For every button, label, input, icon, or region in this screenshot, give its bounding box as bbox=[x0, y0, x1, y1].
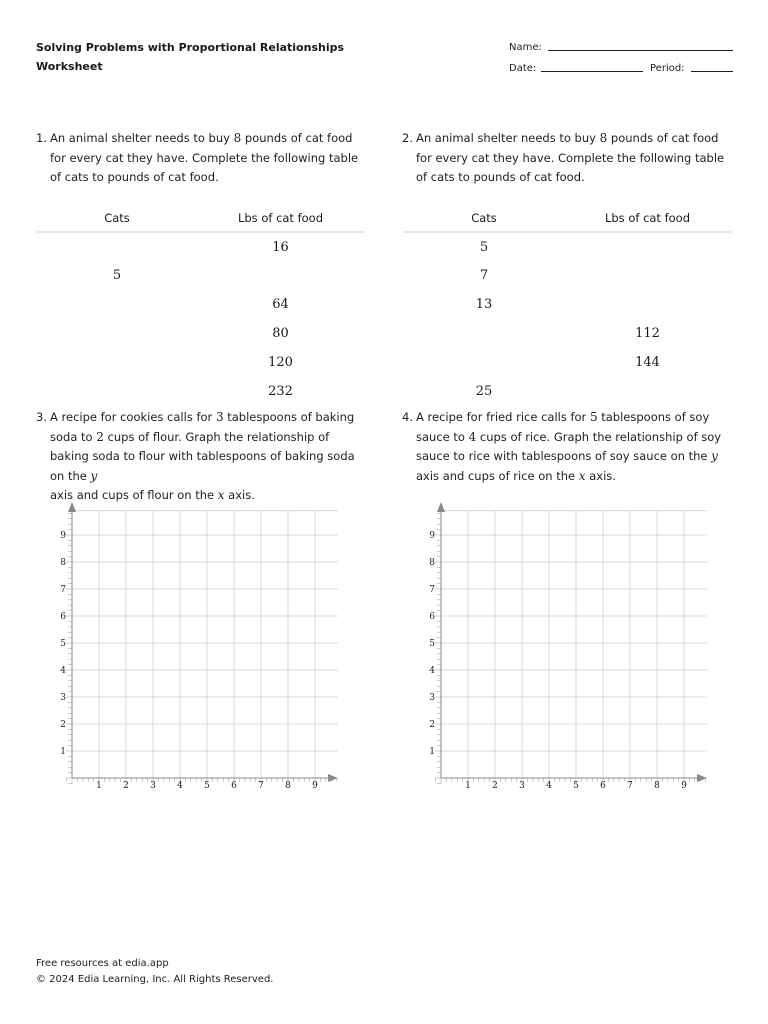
table-header-row bbox=[404, 204, 731, 232]
math-value: 3 bbox=[215, 410, 224, 424]
text-part: A recipe for cookies calls for bbox=[50, 410, 216, 424]
cats-cell: 5 bbox=[112, 268, 122, 283]
y-axis-arrow bbox=[68, 502, 76, 512]
y-tick-label: 1 bbox=[429, 747, 435, 757]
problem-4 bbox=[402, 408, 736, 486]
table-row bbox=[404, 232, 731, 261]
x-tick-label: 8 bbox=[654, 781, 660, 791]
table-header-row bbox=[37, 204, 364, 232]
lbs-cell: 64 bbox=[272, 297, 289, 312]
lbs-cell: 144 bbox=[635, 355, 660, 370]
lbs-cell[interactable] bbox=[564, 290, 731, 319]
table-row bbox=[404, 348, 731, 377]
problem-text bbox=[416, 408, 736, 486]
problem-number: 4. bbox=[402, 410, 413, 424]
y-tick-label: 5 bbox=[60, 639, 66, 649]
cats-cell: 13 bbox=[475, 297, 493, 312]
y-tick-label: 6 bbox=[60, 612, 66, 622]
x-tick-label: 1 bbox=[96, 781, 102, 791]
cats-cell[interactable] bbox=[37, 232, 197, 261]
cats-cell: 25 bbox=[475, 384, 493, 399]
lbs-cell: 80 bbox=[272, 326, 289, 341]
y-tick-label: 3 bbox=[429, 693, 435, 703]
x-tick-label: 4 bbox=[177, 781, 183, 791]
name-field[interactable] bbox=[548, 50, 733, 51]
y-tick-label: 1 bbox=[60, 747, 66, 757]
math-value: 5 bbox=[589, 410, 598, 424]
x-tick-label: 1 bbox=[465, 781, 471, 791]
text-part: cups of flour. Graph the relationship of baking soda to flour with tablespoons of baking soda on the bbox=[50, 429, 355, 483]
text-part: An animal shelter needs to buy bbox=[416, 131, 600, 145]
table-row bbox=[404, 377, 731, 406]
cat-food-table-1 bbox=[37, 204, 364, 406]
cats-cell[interactable] bbox=[37, 348, 197, 377]
math-variable: y bbox=[90, 468, 98, 483]
problem-text bbox=[50, 408, 370, 506]
math-value: 8 bbox=[599, 131, 608, 145]
date-label: Date: bbox=[509, 63, 537, 74]
math-value: 2 bbox=[96, 429, 104, 444]
y-axis-arrow bbox=[437, 502, 445, 512]
lbs-cell[interactable] bbox=[197, 261, 364, 290]
problem-3 bbox=[36, 408, 370, 506]
x-tick-label: 5 bbox=[573, 781, 579, 791]
column-header-lbs: Lbs of cat food bbox=[564, 204, 731, 232]
table-row bbox=[37, 319, 364, 348]
problem-2 bbox=[402, 129, 736, 188]
x-tick-label: 6 bbox=[231, 781, 237, 791]
lbs-cell: 112 bbox=[635, 326, 660, 341]
y-tick-label: 9 bbox=[429, 531, 435, 541]
worksheet-title bbox=[36, 38, 366, 76]
x-tick-label: 8 bbox=[285, 781, 291, 791]
column-header-lbs: Lbs of cat food bbox=[197, 204, 364, 232]
text-part: tablespoons of soy sauce to bbox=[416, 410, 710, 444]
problem-text bbox=[50, 129, 370, 188]
problem-number: 1. bbox=[36, 131, 47, 145]
y-tick-label: 7 bbox=[60, 585, 66, 595]
coordinate-grid-2[interactable] bbox=[427, 500, 707, 794]
title-line-2: Worksheet bbox=[36, 60, 103, 73]
x-tick-label: 7 bbox=[258, 781, 264, 791]
text-part: pounds of cat food for every cat they have. Complete the following table of cats to pounds of cat food. bbox=[50, 131, 359, 184]
table-row bbox=[404, 261, 731, 290]
period-field[interactable] bbox=[691, 71, 733, 72]
text-part: cups of rice. Graph the relationship of soy sauce to rice with tablespoons of soy sauce on the bbox=[416, 429, 722, 463]
problem-number: 2. bbox=[402, 131, 413, 145]
date-field[interactable] bbox=[541, 71, 643, 72]
footer-resources: Free resources at edia.app bbox=[36, 958, 169, 969]
x-tick-label: 3 bbox=[150, 781, 156, 791]
table-row bbox=[404, 319, 731, 348]
title-line-1: Solving Problems with Proportional Relationships bbox=[36, 41, 345, 54]
column-header-cats: Cats bbox=[404, 204, 564, 232]
y-tick-label: 7 bbox=[429, 585, 435, 595]
cats-cell[interactable] bbox=[404, 348, 564, 377]
cats-cell: 5 bbox=[479, 239, 489, 255]
text-part: axis. bbox=[224, 488, 255, 502]
cats-cell[interactable] bbox=[37, 290, 197, 319]
x-tick-label: 3 bbox=[519, 781, 525, 791]
y-tick-label: 4 bbox=[60, 666, 66, 676]
y-tick-label: 9 bbox=[60, 531, 66, 541]
math-variable: x bbox=[578, 468, 586, 483]
x-tick-label: 7 bbox=[627, 781, 633, 791]
math-value: 8 bbox=[233, 131, 242, 145]
lbs-cell[interactable] bbox=[564, 261, 731, 290]
x-tick-label: 5 bbox=[204, 781, 210, 791]
x-tick-label: 4 bbox=[546, 781, 552, 791]
x-tick-label: 6 bbox=[600, 781, 606, 791]
y-tick-label: 6 bbox=[429, 612, 435, 622]
y-tick-label: 8 bbox=[429, 558, 435, 568]
table-row bbox=[37, 261, 364, 290]
table-row bbox=[37, 232, 364, 261]
text-part: axis and cups of flour on the bbox=[50, 488, 218, 502]
table-row bbox=[37, 377, 364, 406]
math-value: 4 bbox=[468, 429, 477, 444]
cats-cell: 7 bbox=[479, 268, 489, 283]
lbs-cell: 120 bbox=[268, 355, 293, 370]
lbs-cell: 232 bbox=[268, 384, 293, 399]
coordinate-grid-1[interactable] bbox=[58, 500, 338, 794]
x-tick-label: 2 bbox=[492, 781, 498, 791]
cat-food-table-2 bbox=[404, 204, 731, 406]
text-part: An animal shelter needs to buy bbox=[50, 131, 234, 145]
text-part: axis and cups of rice on the bbox=[416, 468, 579, 483]
table-row bbox=[404, 290, 731, 319]
cats-cell[interactable] bbox=[404, 319, 564, 348]
y-tick-label: 5 bbox=[429, 639, 435, 649]
cats-cell[interactable] bbox=[37, 377, 197, 406]
problem-1 bbox=[36, 129, 370, 188]
lbs-cell[interactable] bbox=[564, 377, 731, 406]
column-header-cats: Cats bbox=[37, 204, 197, 232]
y-tick-label: 3 bbox=[60, 693, 66, 703]
name-label: Name: bbox=[509, 42, 542, 53]
y-tick-label: 4 bbox=[429, 666, 435, 676]
x-tick-label: 9 bbox=[681, 781, 687, 791]
table-row bbox=[37, 348, 364, 377]
y-tick-label: 8 bbox=[60, 558, 66, 568]
period-label: Period: bbox=[650, 63, 685, 74]
cats-cell[interactable] bbox=[37, 319, 197, 348]
text-part: axis. bbox=[585, 468, 616, 483]
x-tick-label: 2 bbox=[123, 781, 129, 791]
text-part: A recipe for fried rice calls for bbox=[416, 410, 590, 424]
math-variable: x bbox=[217, 488, 225, 502]
y-tick-label: 2 bbox=[60, 720, 66, 730]
lbs-cell[interactable] bbox=[564, 232, 731, 261]
problem-text bbox=[416, 129, 736, 188]
lbs-cell: 16 bbox=[272, 239, 289, 255]
footer bbox=[36, 956, 274, 988]
footer-copyright: © 2024 Edia Learning, Inc. All Rights Reserved. bbox=[36, 974, 274, 985]
y-tick-label: 2 bbox=[429, 720, 435, 730]
math-variable: y bbox=[711, 449, 718, 463]
x-tick-label: 9 bbox=[312, 781, 318, 791]
table-row bbox=[37, 290, 364, 319]
text-part: pounds of cat food for every cat they have. Complete the following table of cats to pounds of cat food. bbox=[416, 131, 725, 184]
problem-number: 3. bbox=[36, 410, 47, 424]
text-part: tablespoons of baking soda to bbox=[50, 410, 355, 444]
